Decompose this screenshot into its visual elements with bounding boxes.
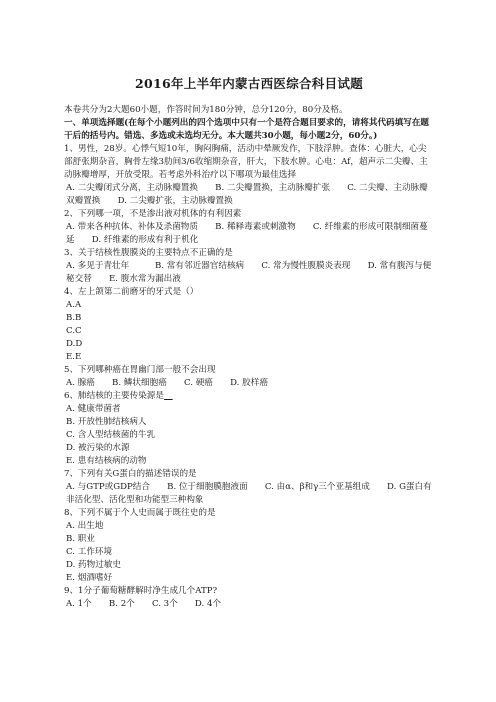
question-6 [64,390,434,468]
question-1 [64,143,434,208]
option-item: C. 含人型结核菌的牛乳 [66,430,156,440]
question-4 [64,286,434,364]
option-item: B.B [66,313,82,323]
question-options: A. 1个 B. 2个 C. 3个 D. 4个 [66,599,222,609]
question-options: A. 二尖瓣闭式分离，主动脉瓣置换 B. 二尖瓣置换，主动脉瓣扩张 C. 二尖瓣、主动脉瓣双瓣置换 D. 二尖瓣扩张，主动脉瓣置换 [66,183,428,206]
question-stem: 3、关于结核性腹膜炎的主要特点不正确的是 [64,248,233,258]
answer-blank: __ [164,391,173,401]
option-item: E. 患有结核病的动物 [66,456,147,466]
question-stem: 8、下列不属于个人史而属于既往史的是 [64,508,216,518]
option-item: B. 开放性肺结核病人 [66,417,147,427]
question-stem: 2、下列哪一项，不是渗出液对机体的有利因素 [64,209,242,219]
document-page [64,74,434,611]
question-stem: 7、下列有关G蛋白的描述错误的是 [64,469,197,479]
question-7 [64,468,434,507]
question-3 [64,247,434,286]
exam-intro: 本卷共分为2大题60小题，作答时间为180分钟，总分120分，80分及格。 [64,105,348,115]
question-options: A. 与GTP或GDP结合 B. 位于细胞膜胞液面 C. 由α、β和γ三个亚基组成 D. G蛋白有非活化型、活化型和功能型三种构象 [66,482,432,505]
option-item: D. 药物过敏史 [66,560,122,570]
option-item: E. 烟酒嗜好 [66,573,113,583]
option-item: A.A [66,300,82,310]
question-8 [64,507,434,585]
section-heading: 一、单项选择题(在每个小题列出的四个选项中只有一个是符合题目要求的，请将其代码填写在题干后的括号内。错选、多选或未选均无分。本大题共30小题，每小题2分，60分。) [64,118,430,141]
question-options: A. 腺癌 B. 鳞状细胞癌 C. 硬癌 D. 胶样癌 [66,378,268,388]
page-title: 2016年上半年内蒙古西医综合科目试题 [135,76,363,91]
question-2 [64,208,434,247]
option-item: C. 工作环境 [66,547,113,557]
option-item: D. 被污染的水源 [66,443,130,453]
question-stem: 4、左上颌第二前磨牙的牙式是（） [64,287,199,297]
question-stem: 5、下列哪种癌在胃幽门部一般不会出现 [64,365,216,375]
option-item: E.E [66,352,82,362]
option-item: C.C [66,326,82,336]
question-stem: 9、1分子葡萄糖酵解时净生成几个ATP? [64,586,218,596]
option-item: A. 出生地 [66,521,104,531]
option-item: A. 健康带菌者 [66,404,121,414]
question-stem: 1、男性，28岁。心悸气短10年，胸闷胸痛，活动中晕厥发作，下肢浮肿。查体：心脏大，心尖部舒张期杂音，胸骨左缘3肋间3/6收缩期杂音，肝大，下肢水肿。心电：Af，超声示二尖瓣、主动脉瓣增厚，开放受限。若考虑外科治疗以下哪项为最佳选择 [64,144,428,180]
option-item: D.D [66,339,83,349]
question-9 [64,585,434,611]
question-options: A. 带来各种抗体、补体及杀菌物质 B. 稀释毒素或刺激物 C. 纤维素的形成可限制细菌蔓延 D. 纤维素的形成有利于机化 [66,222,428,245]
question-stem-line [64,390,434,403]
question-stem: 6、肺结核的主要传染源是 [64,391,164,401]
option-item: B. 职业 [66,534,95,544]
question-options: A. 多见于青壮年 B. 常有邻近器官结核病 C. 常为慢性腹膜炎表现 D. 常有腹泻与便秘交替 E. 腹水常为漏出液 [66,261,432,284]
question-5 [64,364,434,390]
